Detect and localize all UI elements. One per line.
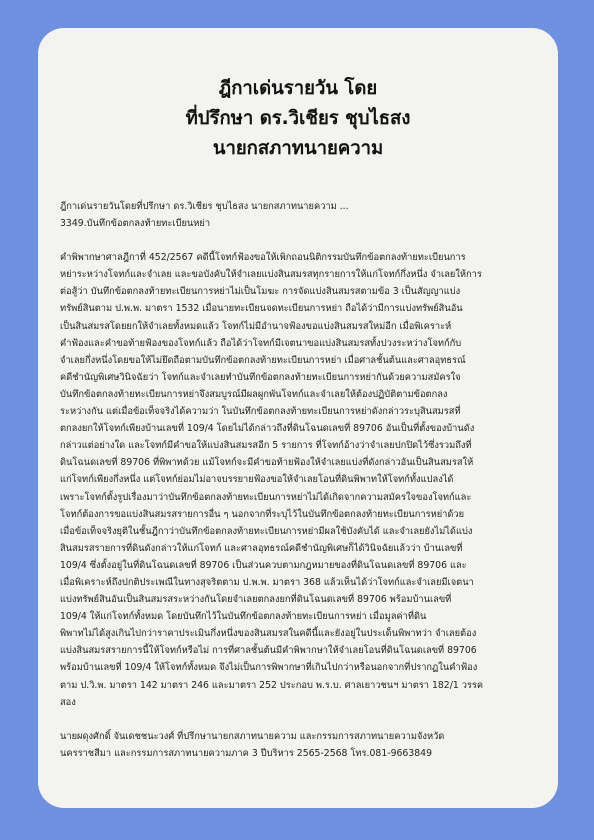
judgment-line: เมื่อข้อเท็จจริงยุติในชั้นฎีกาว่าบันทึกข้อตกลงท้ายทะเบียนการหย่ามีผลใช้บังคับได้ และจำเลยยังไม่ได้แบ่ง bbox=[60, 525, 473, 537]
judgment-line: กล่าวแต่อย่างใด และโจทก์มีคำขอให้แบ่งสินสมรสอีก 5 รายการ ที่โจทก์อ้างว่าจำเลยปกปิดไว้ซึ่งรวมถึงที่ bbox=[60, 440, 472, 452]
judgment-line: พิพาทไม่ได้สูงเกินไปกว่าราคาประเมินกึ่งหนึ่งของสินสมรสในคดีนี้และยังอยู่ในประเด็นพิพาทว่า จำเลยต้อง bbox=[60, 628, 477, 640]
judgment-line: โจทก์ต้องการขอแบ่งสินสมรสรายการอื่น ๆ นอกจากที่ระบุไว้ในบันทึกข้อตกลงท้ายทะเบียนการหย่าด้วย bbox=[60, 508, 465, 520]
judgment-line: สอง bbox=[60, 696, 76, 708]
title-line-1: ฎีกาเด่นรายวัน โดย bbox=[218, 78, 378, 99]
judgment-line: แบ่งทรัพย์สินอันเป็นสินสมรสระหว่างกันโดยจำเลยตกลงยกที่ดินโฉนดเลขที่ 89706 พร้อมบ้านเลขที่ bbox=[60, 594, 452, 606]
judgment-line: ตาม ป.วิ.พ. มาตรา 142 มาตรา 246 และมาตรา 252 ประกอบ พ.ร.บ. ศาลเยาวชนฯ มาตรา 182/1 วรรค bbox=[60, 679, 484, 691]
judgment-line: เป็นสินสมรสโดยยกให้จำเลยทั้งหมดแล้ว โจทก์ไม่มีอำนาจฟ้องขอแบ่งสินสมรสใหม่อีก เมื่อพิเคราะห์ bbox=[60, 320, 452, 332]
author-line: นายผดุงศักดิ์ จันเดชชนะวงศ์ ที่ปรึกษานายกสภาทนายความ และกรรมการสภาทนายความจังหวัด bbox=[60, 730, 445, 742]
judgment-line: คำฟ้องและคำขอท้ายฟ้องของโจทก์แล้ว ถือได้ว่าโจทก์มีเจตนาขอแบ่งสินสมรสทั้งปวงระหว่างโจทก์กับ bbox=[60, 337, 462, 349]
author-note bbox=[60, 728, 546, 762]
article-summary bbox=[60, 198, 546, 232]
judgment-line: แบ่งสินสมรสรายการนี้ให้โจทก์หรือไม่ การที่ศาลชั้นต้นมีคำพิพากษาให้จำเลยโอนที่ดินโฉนดเลขที่ 89706 bbox=[60, 645, 477, 657]
article-title bbox=[38, 74, 558, 164]
judgment-line: 109/4 ซึ่งตั้งอยู่ในที่ดินโฉนดเลขที่ 89706 เป็นส่วนควบตามกฎหมายของที่ดินโฉนดเลขที่ 89706 และ bbox=[60, 559, 467, 571]
judgment-line: ตกลงยกให้โจทก์เพียงบ้านเลขที่ 109/4 โดยไม่ได้กล่าวถึงที่ดินโฉนดเลขที่ 89706 อันเป็นที่ตั้งของบ้านดัง bbox=[60, 423, 475, 435]
judgment-line: ดินโฉนดเลขที่ 89706 ที่พิพาทด้วย แม้โจทก์จะมีคำขอท้ายฟ้องให้จำเลยแบ่งที่ดังกล่าวอันเป็นสินสมรสให้ bbox=[60, 457, 474, 469]
title-line-2: ที่ปรึกษา ดร.วิเชียร ชุบไธสง bbox=[185, 108, 411, 129]
judgment-line: ระหว่างกัน แต่เมื่อข้อเท็จจริงได้ความว่า ในบันทึกข้อตกลงท้ายทะเบียนการหย่าดังกล่าวระบุสินสมรสที่ bbox=[60, 406, 461, 418]
judgment-line: คำพิพากษาศาลฎีกาที่ 452/2567 คดีนี้โจทก์ฟ้องขอให้เพิกถอนนิติกรรมบันทึกข้อตกลงท้ายทะเบียนการ bbox=[60, 252, 466, 264]
judgment-line: เมื่อพิเคราะห์ถึงปกติประเพณีในทางสุจริตตาม ป.พ.พ. มาตรา 368 แล้วเห็นได้ว่าโจทก์และจำเลยมีเจตนา bbox=[60, 576, 474, 588]
judgment-line: ต่อสู้ว่า บันทึกข้อตกลงท้ายทะเบียนการหย่าไม่เป็นโมฆะ การจัดแบ่งสินสมรสตามข้อ 3 เป็นสัญญาแบ่ง bbox=[60, 286, 461, 298]
judgment-line: พร้อมบ้านเลขที่ 109/4 ให้โจทก์ทั้งหมด จึงไม่เป็นการพิพากษาที่เกินไปกว่าหรือนอกจากที่ปรากฏในคำฟ้อง bbox=[60, 662, 478, 674]
judgment-line: บันทึกข้อตกลงท้ายทะเบียนการหย่าจึงสมบูรณ์มีผลผูกพันโจทก์และจำเลยให้ต้องปฏิบัติตามข้อตกลง bbox=[60, 388, 448, 400]
judgment-line: คดีชำนัญพิเศษวินิจฉัยว่า โจทก์และจำเลยทำบันทึกข้อตกลงท้ายทะเบียนการหย่ากันด้วยความสมัครใจ bbox=[60, 371, 461, 383]
author-line: นครราชสีมา และกรรมการสภาทนายความภาค 3 ปีบริหาร 2565-2568 โทร.081-9663849 bbox=[60, 747, 432, 759]
summary-line: 3349.บันทึกข้อตกลงท้ายทะเบียนหย่า bbox=[60, 218, 211, 230]
judgment-line: จำเลยกึ่งหนึ่งโดยขอให้ไม่ยึดถือตามบันทึกข้อตกลงท้ายทะเบียนการหย่า เมื่อศาลชั้นต้นและศาลอุทธรณ์ bbox=[60, 354, 466, 366]
judgment-line: สินสมรสรายการที่ดินดังกล่าวให้แก่โจทก์ และศาลอุทธรณ์คดีชำนัญพิเศษก็ได้วินิจฉัยแล้วว่า บ้านเลขที่ bbox=[60, 542, 463, 554]
judgment-line: 109/4 ให้แก่โจทก์ทั้งหมด โดยบันทึกไว้ในบันทึกข้อตกลงท้ายทะเบียนการหย่า เมื่อมูลค่าที่ดิน bbox=[60, 611, 427, 623]
summary-line: ฎีกาเด่นรายวันโดยที่ปรึกษา ดร.วิเชียร ชุบไธสง นายกสภาทนายความ ... bbox=[60, 201, 349, 212]
article-card bbox=[38, 28, 558, 808]
judgment-line: เพราะโจทก์ตั้งรูปเรื่องมาว่าบันทึกข้อตกลงท้ายทะเบียนการหย่าไม่ได้เกิดจากความสมัครใจของโจทก์และ bbox=[60, 491, 472, 503]
judgment-line: ทรัพย์สินตาม ป.พ.พ. มาตรา 1532 เมื่อนายทะเบียนจดทะเบียนการหย่า ถือได้ว่ามีการแบ่งทรัพย์สินอัน bbox=[60, 303, 463, 315]
title-line-3: นายกสภาทนายความ bbox=[212, 138, 384, 159]
article-content bbox=[60, 198, 546, 762]
judgment-line: แก่โจทก์เพียงกึ่งหนึ่ง แต่โจทก์ย่อมไม่อาจบรรยายฟ้องขอให้จำเลยโอนที่ดินพิพาทให้โจทก์ทั้งแปลงได้ bbox=[60, 474, 454, 486]
judgment-text bbox=[60, 249, 546, 711]
judgment-line: หย่าระหว่างโจทก์และจำเลย และขอบังคับให้จำเลยแบ่งสินสมรสทุกรายการให้แก่โจทก์กึ่งหนึ่ง จำเลยให้การ bbox=[60, 269, 482, 281]
